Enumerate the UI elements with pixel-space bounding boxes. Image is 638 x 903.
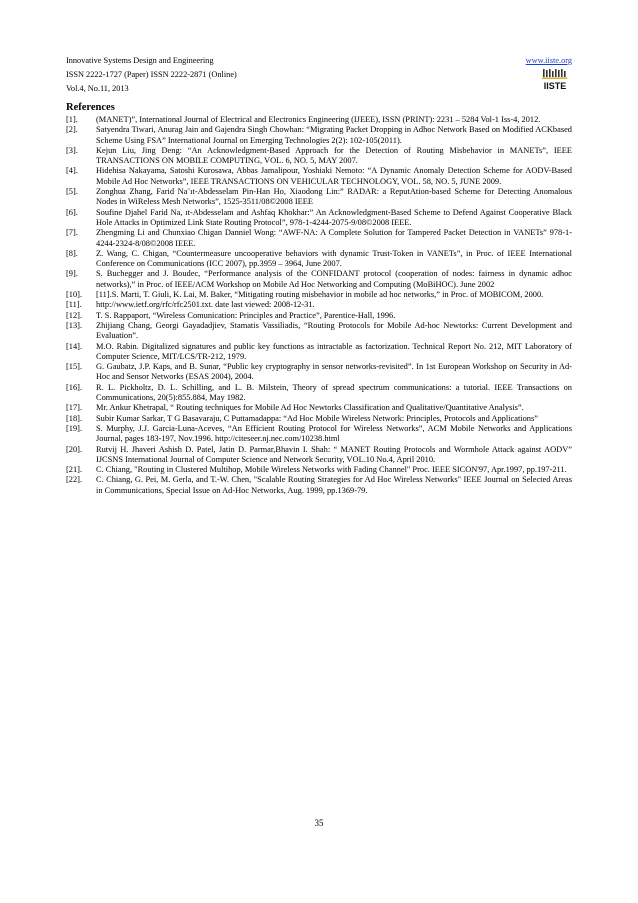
reference-item <box>66 290 572 300</box>
reference-text: (MANET)”, International Journal of Electrical and Electronics Engineering (IJEEE), ISSN (PRINT): 2231 – 5284 Vol-1 Iss-4, 2012. <box>96 115 541 124</box>
reference-item <box>66 146 572 167</box>
journal-title: Innovative Systems Design and Engineering <box>66 56 214 65</box>
iiste-logo-icon <box>540 69 571 91</box>
reference-item <box>66 424 572 445</box>
reference-item <box>66 208 572 229</box>
reference-number: [10]. <box>66 290 83 300</box>
reference-number: [2]. <box>66 125 78 135</box>
reference-number: [16]. <box>66 382 83 392</box>
reference-item <box>66 125 572 146</box>
reference-number: [9]. <box>66 269 78 279</box>
reference-text: Zhijiang Chang, Georgi Gayadadjiev, Stamatis Vassiliadis, “Routing Protocols for Mobile Ad-hoc Newtorks: Current Development and Evaluation”. <box>96 320 572 341</box>
reference-number: [18]. <box>66 413 83 423</box>
reference-text: Soufine Djahel Farid Na, ıt-Abdesselam and Ashfaq Khokhar:” An Acknowledgment-Based Scheme to Defend Against Cooperative Black Hole Attacks in Optimized Link State Routing Protocol”, 978-1-4244-2075-9/08©2008 IEEE. <box>96 207 572 227</box>
reference-number: [14]. <box>66 341 83 351</box>
reference-number: [21]. <box>66 465 83 475</box>
reference-number: [17]. <box>66 403 83 413</box>
reference-item <box>66 311 572 321</box>
reference-number: [22]. <box>66 475 83 485</box>
reference-item <box>66 321 572 342</box>
page-number: 35 <box>314 818 324 828</box>
reference-item <box>66 300 572 310</box>
references-list <box>66 115 572 496</box>
reference-text: T. S. Rappaport, “Wireless Comunication: Principles and Practice”, Parentice-Hall, 1996. <box>96 310 396 320</box>
reference-text: C. Chiang, G. Pei, M. Gerla, and T.-W. Chen, "Scalable Routing Strategies for Ad Hoc Wireless Networks" IEEE Journal on Selected Areas in Communications, Special Issue on Ad-Hoc Networks, Aug. 1999, pp.1369-79. <box>96 475 572 495</box>
reference-text: http://www.ietf.org/rfc/rfc2501.txt. date last viewed: 2008-12-31. <box>96 300 315 310</box>
reference-item <box>66 342 572 363</box>
reference-number: [11]. <box>66 300 82 310</box>
reference-item <box>66 414 572 424</box>
reference-number: [8]. <box>66 248 78 258</box>
reference-item <box>66 249 572 270</box>
reference-text: G. Gaubatz, J.P. Kaps, and B. Sunar, “Public key cryptography in sensor networks-revisited”. In 1st European Workshop on Security in Ad-Hoc and Sensor Networks (ESAS 2004), 2004. <box>96 362 572 382</box>
reference-text: M.O. Rabin. Digitalized signatures and public key functions as intractable as factorization. Technical Report No. 212, MIT Laboratory of Computer Science, MIT/LCS/TR-212, 1979. <box>96 341 572 361</box>
issn-line: ISSN 2222-1727 (Paper) ISSN 2222-2871 (Online) <box>66 70 237 79</box>
reference-text: S. Murphy, J.J. Garcia-Luna-Aceves, “An Efficient Routing Protocol for Wireless Networks”, ACM Mobile Networks and Applications Journal, pages 183-197, Nov.1996. http://citeseer.nj.nec.com/10238.html <box>96 423 572 444</box>
reference-text: R. L. Pickholtz, D. L. Schilling, and L. B. Milstein, Theory of spread spectrum communications: a tutorial. IEEE Transactions on Communications, 20(5):855.884, May 1982. <box>96 382 572 403</box>
reference-number: [13]. <box>66 320 83 330</box>
reference-item <box>66 475 572 496</box>
reference-item <box>66 383 572 404</box>
reference-number: [12]. <box>66 310 83 320</box>
reference-number: [3]. <box>66 145 78 155</box>
reference-item <box>66 403 572 413</box>
reference-item <box>66 115 572 125</box>
svg-text:IISTE: IISTE <box>543 81 567 91</box>
reference-text: Zhengming Li and Chunxiao Chigan Danniel Wong: “AWF-NA: A Complete Solution for Tampered Packet Detection in VANETs” 978-1-4244-2324-8/08©2008 IEEE. <box>96 228 572 248</box>
reference-text: Mr. Ankur Khetrapal, “ Routing techniques for Mobile Ad Hoc Newtorks Classification and Qualitative/Quantitative Analysis”. <box>96 403 524 413</box>
reference-number: [20]. <box>66 444 83 454</box>
reference-text: C. Chiang, "Routing in Clustered Multihop, Mobile Wireless Networks with Fading Channel" Proc. IEEE SICON'97, Apr.1997, pp.197-211. <box>96 465 567 475</box>
reference-item <box>66 166 572 187</box>
reference-text: Zonghua Zhang, Farid Na¨ıt-Abdesselam Pin-Han Ho, Xiaodong Lin:” RADAR: a ReputAtion-based Scheme for Detecting Anomalous Nodes in WiReless Mesh Networks”, 1525-3511/08©2008 IEEE <box>96 187 572 207</box>
reference-number: [5]. <box>66 187 78 197</box>
reference-number: [15]. <box>66 362 83 372</box>
reference-number: [4]. <box>66 166 78 176</box>
reference-number: [1]. <box>66 115 78 124</box>
reference-item <box>66 362 572 383</box>
reference-item <box>66 187 572 208</box>
reference-number: [6]. <box>66 207 78 217</box>
reference-text: Subir Kumar Sarkar, T G Basavaraju, C Puttamadappa: “Ad Hoc Mobile Wireless Network: Principles, Protocols and Applications” <box>96 413 538 423</box>
reference-text: Kejun Liu, Jing Deng: “An Acknowledgment-Based Approach for the Detection of Routing Misbehavior in MANETs”, IEEE TRANSACTIONS ON MOBILE COMPUTING, VOL. 6, NO. 5, MAY 2007. <box>96 145 572 166</box>
reference-text: Z. Wang, C. Chigan, “Countermeasure uncooperative behaviors with dynamic Trust-Token in VANETs”, in Proc. of IEEE International Conference on Communications (ICC 2007), pp.3959 – 3964, June 2007. <box>96 248 572 269</box>
reference-item <box>66 269 572 290</box>
reference-text: S. Buchegger and J. Boudec, “Performance analysis of the CONFIDANT protocol (cooperation of nodes: fairness in dynamic adhoc networks),” in Proc. of IEEE/ACM Workshop on Mobile Ad Hoc Networking and Computing (MoBiHOC). June 2002 <box>96 269 572 289</box>
reference-number: [7]. <box>66 228 78 238</box>
reference-text: [11].S. Marti, T. Giuli, K. Lai, M. Baker, “Mitigating routing misbehavior in mobile ad hoc networks,” in Proc. of MOBICOM, 2000. <box>96 290 544 300</box>
reference-item <box>66 445 572 466</box>
reference-item <box>66 465 572 475</box>
journal-url-link[interactable]: www.iiste.org <box>525 56 572 65</box>
references-heading: References <box>66 102 115 113</box>
reference-text: Rutvij H. Jhaveri Ashish D. Patel, Jatin D. Parmar,Bhavin I. Shah: “ MANET Routing Protocols and Wormhole Attack against AODV” IJCSNS International Journal of Computer Science and Network Security, VOL.10 No.4, April 2010. <box>96 444 572 464</box>
reference-item <box>66 228 572 249</box>
volume-line: Vol.4, No.11, 2013 <box>66 84 129 93</box>
reference-text: Satyendra Tiwari, Anurag Jain and Gajendra Singh Chowhan: “Migrating Packet Dropping in Adhoc Network Based on Modified ACKbased Scheme Using FSA” International Journal on Emerging Technologies 2(2): 102-105(2011). <box>96 125 572 145</box>
reference-text: Hidehisa Nakayama, Satoshi Kurosawa, Abbas Jamalipour, Yoshiaki Nemoto: “A Dynamic Anomaly Detection Scheme for AODV-Based Mobile Ad Hoc Networks”, IEEE TRANSACTIONS ON VEHICULAR TECHNOLOGY, VOL. 58, NO. 5, JUNE 2009. <box>96 166 572 186</box>
reference-number: [19]. <box>66 423 83 433</box>
